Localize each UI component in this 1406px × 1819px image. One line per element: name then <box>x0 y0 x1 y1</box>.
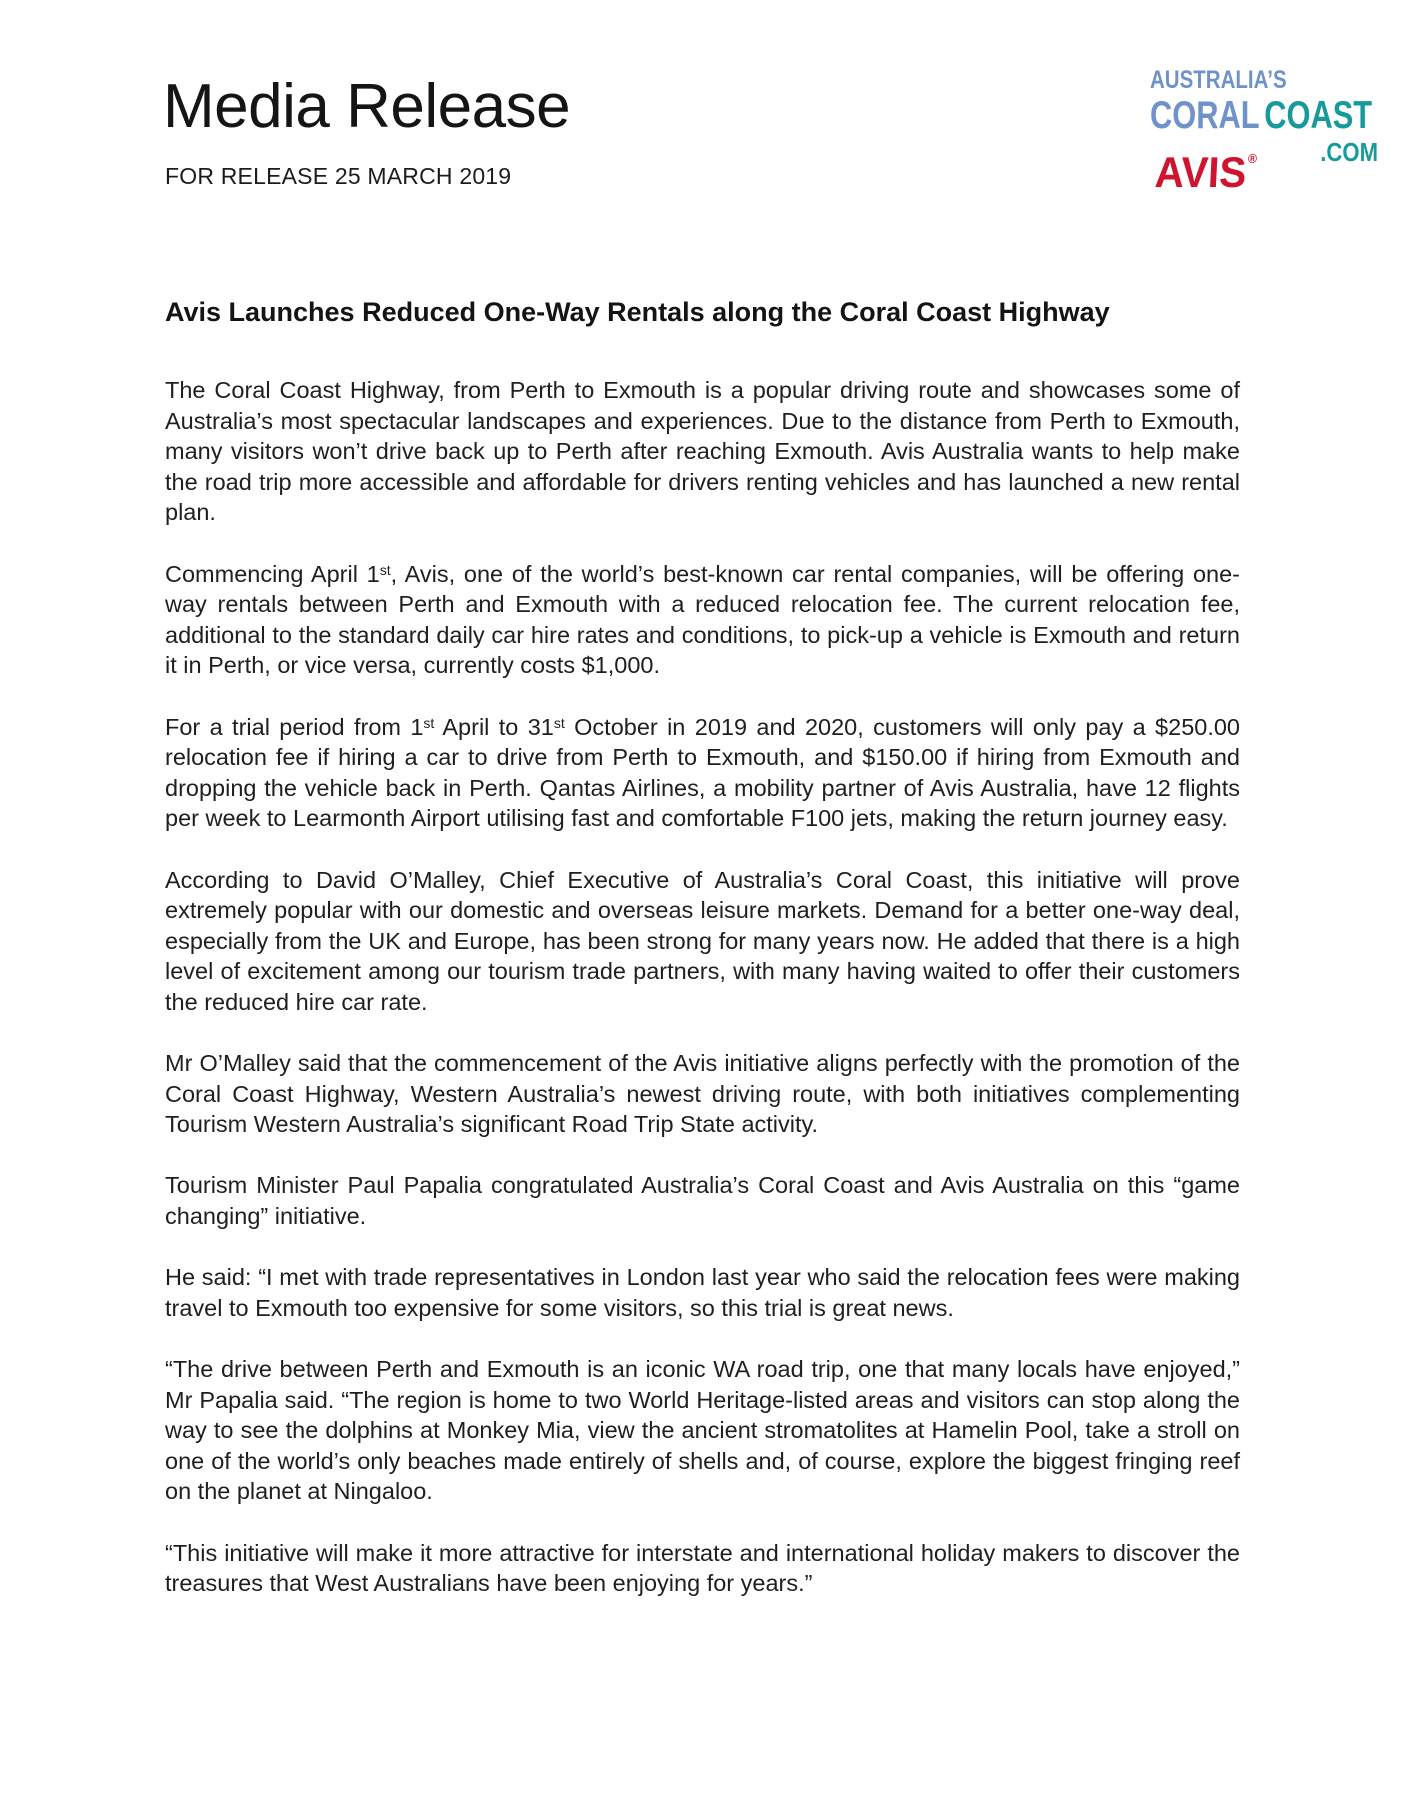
paragraph <box>165 559 1240 681</box>
superscript-text: st <box>379 561 391 578</box>
paragraph-text: According to David O’Malley, Chief Executive of Australia’s Coral Coast, this initiative will prove extremely popular with our domestic and overseas leisure markets. Demand for a better one-way deal, especially from the UK and Europe, has been strong for many years now. He added that there is a high level of excitement among our tourism trade partners, with many having waited to offer their customers the reduced hire car rate. <box>165 866 1240 1015</box>
avis-logo-registered-mark-icon: ® <box>1247 151 1258 166</box>
paragraph-text: The Coral Coast Highway, from Perth to Exmouth is a popular driving route and showcases some of Australia’s most spectacular landscapes and experiences. Due to the distance from Perth to Exmouth, many visitors won’t drive back up to Perth after reaching Exmouth. Avis Australia wants to help make the road trip more accessible and affordable for drivers renting vehicles and has launched a new rental plan. <box>165 377 1240 526</box>
paragraph <box>165 1354 1240 1507</box>
page-title: Media Release <box>163 72 571 141</box>
paragraph-text: He said: “I met with trade representatives in London last year who said the relocation fees were making travel to Exmouth too expensive for some visitors, so this trial is great news. <box>165 1264 1240 1321</box>
paragraph-text: October in 2019 and 2020, customers will only pay a $250.00 relocation fee if hiring a car to drive from Perth to Exmouth, and $150.00 if hiring from Exmouth and dropping the vehicle back in Perth. Qantas Airlines, a mobility partner of Avis Australia, have 12 flights per week to Learmonth Airport utilising fast and comfortable F100 jets, making the return journey easy. <box>165 713 1241 832</box>
paragraph <box>165 1538 1240 1599</box>
paragraph-text: “The drive between Perth and Exmouth is an iconic WA road trip, one that many locals have enjoyed,” Mr Papalia said. “The region is home to two World Heritage-listed areas and visitors can stop along the way to see the dolphins at Monkey Mia, view the ancient stromatolites at Hamelin Pool, take a stroll on one of the world’s only beaches made entirely of shells and, of course, explore the biggest fringing reef on the planet at Ningaloo. <box>165 1356 1240 1505</box>
superscript-text: st <box>423 714 435 731</box>
paragraph-text: Mr O’Malley said that the commencement of the Avis initiative aligns perfectly with the promotion of the Coral Coast Highway, Western Australia’s newest driving route, with both initiatives complementing Tourism Western Australia’s significant Road Trip State activity. <box>165 1050 1240 1138</box>
paragraph-text: April to 31 <box>434 713 554 740</box>
coral-coast-logo-coral: CORAL <box>1150 94 1260 137</box>
paragraph <box>165 375 1240 528</box>
release-date-line: FOR RELEASE 25 MARCH 2019 <box>165 163 512 189</box>
avis-logo <box>1153 149 1258 197</box>
paragraph-text: Tourism Minister Paul Papalia congratulated Australia’s Coral Coast and Avis Australia on this “game changing” initiative. <box>165 1172 1240 1230</box>
paragraph <box>165 865 1240 1018</box>
paragraph-text: “This initiative will make it more attractive for interstate and international holiday makers to discover the treasures that West Australians have been enjoying for years.” <box>165 1539 1240 1597</box>
paragraph <box>165 1262 1240 1323</box>
paragraph-text: For a trial period from 1 <box>165 713 424 740</box>
paragraph-text: , Avis, one of the world’s best-known car rental companies, will be offering one-way rentals between Perth and Exmouth with a reduced relocation fee. The current relocation fee, additional to the standard daily car hire rates and conditions, to pick-up a vehicle is Exmouth and return it in Perth, or vice versa, currently costs $1,000. <box>165 560 1240 679</box>
paragraph <box>165 712 1240 834</box>
coral-coast-logo-wordmark <box>1150 94 1373 137</box>
article-body <box>165 375 1240 1629</box>
coral-coast-logo-australias: AUSTRALIA’S <box>1150 66 1287 94</box>
coral-coast-logo-dotcom: .COM <box>1320 137 1378 167</box>
superscript-text: st <box>553 714 565 731</box>
paragraph-text: Commencing April 1 <box>165 560 380 587</box>
article-headline: Avis Launches Reduced One-Way Rentals along the Coral Coast Highway <box>165 297 1110 327</box>
coral-coast-logo-coast: COAST <box>1264 94 1373 137</box>
paragraph <box>165 1048 1240 1140</box>
paragraph <box>165 1170 1240 1231</box>
avis-logo-text: AVIS <box>1153 149 1248 197</box>
